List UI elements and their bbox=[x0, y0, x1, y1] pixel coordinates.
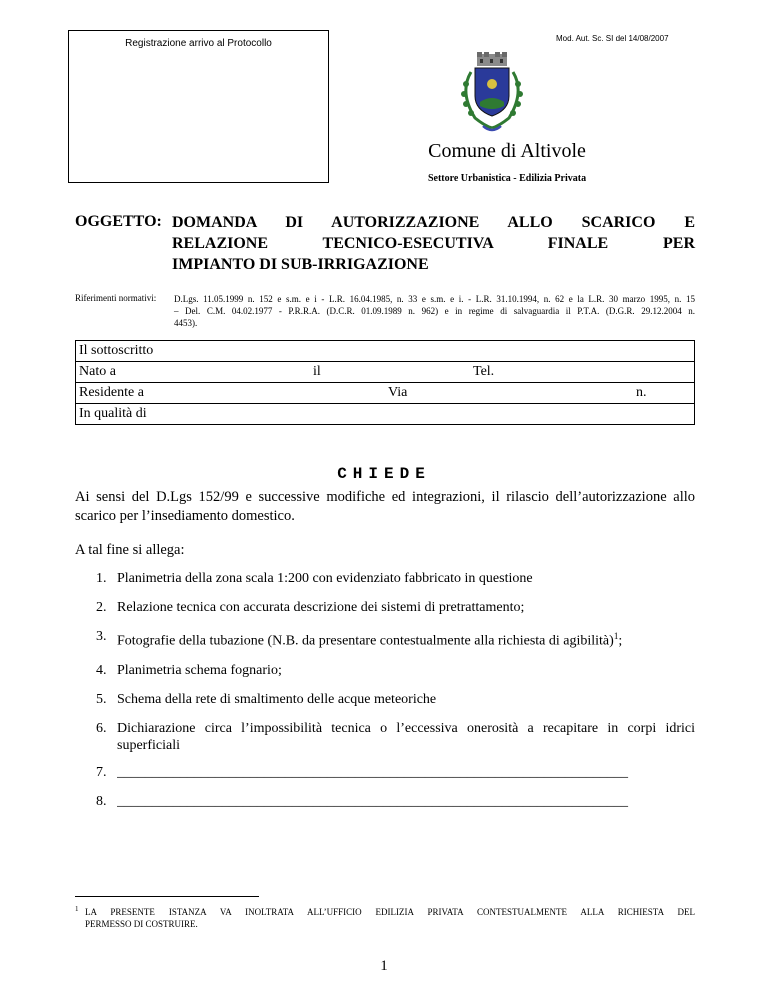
label-sottoscritto: Il sottoscritto bbox=[79, 343, 154, 358]
references-label: Riferimenti normativi: bbox=[75, 293, 157, 303]
label-via: Via bbox=[388, 385, 408, 400]
footnote-ref[interactable]: 1 bbox=[613, 631, 619, 641]
page-number: 1 bbox=[380, 958, 388, 974]
request-text-line-2: scarico per l’insediamento domestico. bbox=[75, 508, 295, 524]
chiede-heading: CHIEDE bbox=[337, 465, 431, 483]
applicant-form-table bbox=[75, 340, 695, 425]
row-residente[interactable] bbox=[76, 383, 694, 404]
subject-line-2: RELAZIONE TECNICO-ESECUTIVA FINALE PER bbox=[172, 235, 695, 252]
row-sottoscritto[interactable] bbox=[76, 341, 694, 362]
municipal-crest-icon bbox=[453, 52, 531, 136]
request-text-line-1: Ai sensi del D.Lgs 152/99 e successive modifiche ed integrazioni, il rilascio dell’autorizzazione allo bbox=[75, 489, 695, 505]
footnote-mark: 1 bbox=[75, 905, 79, 913]
references-line-1: D.Lgs. 11.05.1999 n. 152 e s.m. e i - L.R. 16.04.1985, n. 33 e s.m. e i. - L.R. 31.10.1994, n. 62 e la L.R. 30 marzo 1995, n. 15 bbox=[174, 294, 695, 304]
protocol-registration-box bbox=[68, 30, 329, 183]
protocol-label: Registrazione arrivo al Protocollo bbox=[125, 38, 272, 49]
label-nato-a: Nato a bbox=[79, 364, 116, 379]
references-line-3: 4453). bbox=[174, 318, 198, 328]
row-nato[interactable] bbox=[76, 362, 694, 383]
references-line-2: – Del. C.M. 04.02.1977 - P.R.R.A. (D.C.R. 01.09.1989 n. 962) e in regime di salvaguardia il P.T.A. (D.G.R. 29.12.2004 n. bbox=[174, 306, 695, 316]
row-qualita[interactable] bbox=[76, 404, 694, 424]
comune-title: Comune di Altivole bbox=[428, 140, 586, 162]
subject-line-1: DOMANDA DI AUTORIZZAZIONE ALLO SCARICO E bbox=[172, 214, 695, 231]
footnote-divider bbox=[75, 896, 259, 897]
label-residente-a: Residente a bbox=[79, 385, 144, 400]
label-qualita: In qualità di bbox=[79, 406, 147, 421]
label-il: il bbox=[313, 364, 321, 379]
label-n: n. bbox=[636, 385, 647, 400]
footnote-line-2: PERMESSO DI COSTRUIRE. bbox=[85, 919, 198, 929]
attachments-intro: A tal fine si allega: bbox=[75, 542, 185, 558]
subject-line-3: IMPIANTO DI SUB-IRRIGAZIONE bbox=[172, 256, 429, 273]
form-model-code: Mod. Aut. Sc. SI del 14/08/2007 bbox=[556, 34, 669, 43]
label-tel: Tel. bbox=[473, 364, 495, 379]
settore-subtitle: Settore Urbanistica - Edilizia Privata bbox=[427, 173, 587, 184]
subject-label: OGGETTO: bbox=[75, 213, 162, 230]
footnote-line-1: LA PRESENTE ISTANZA VA INOLTRATA ALL’UFFICIO EDILIZIA PRIVATA CONTESTUALMENTE ALLA RICHIESTA DEL bbox=[85, 907, 695, 917]
